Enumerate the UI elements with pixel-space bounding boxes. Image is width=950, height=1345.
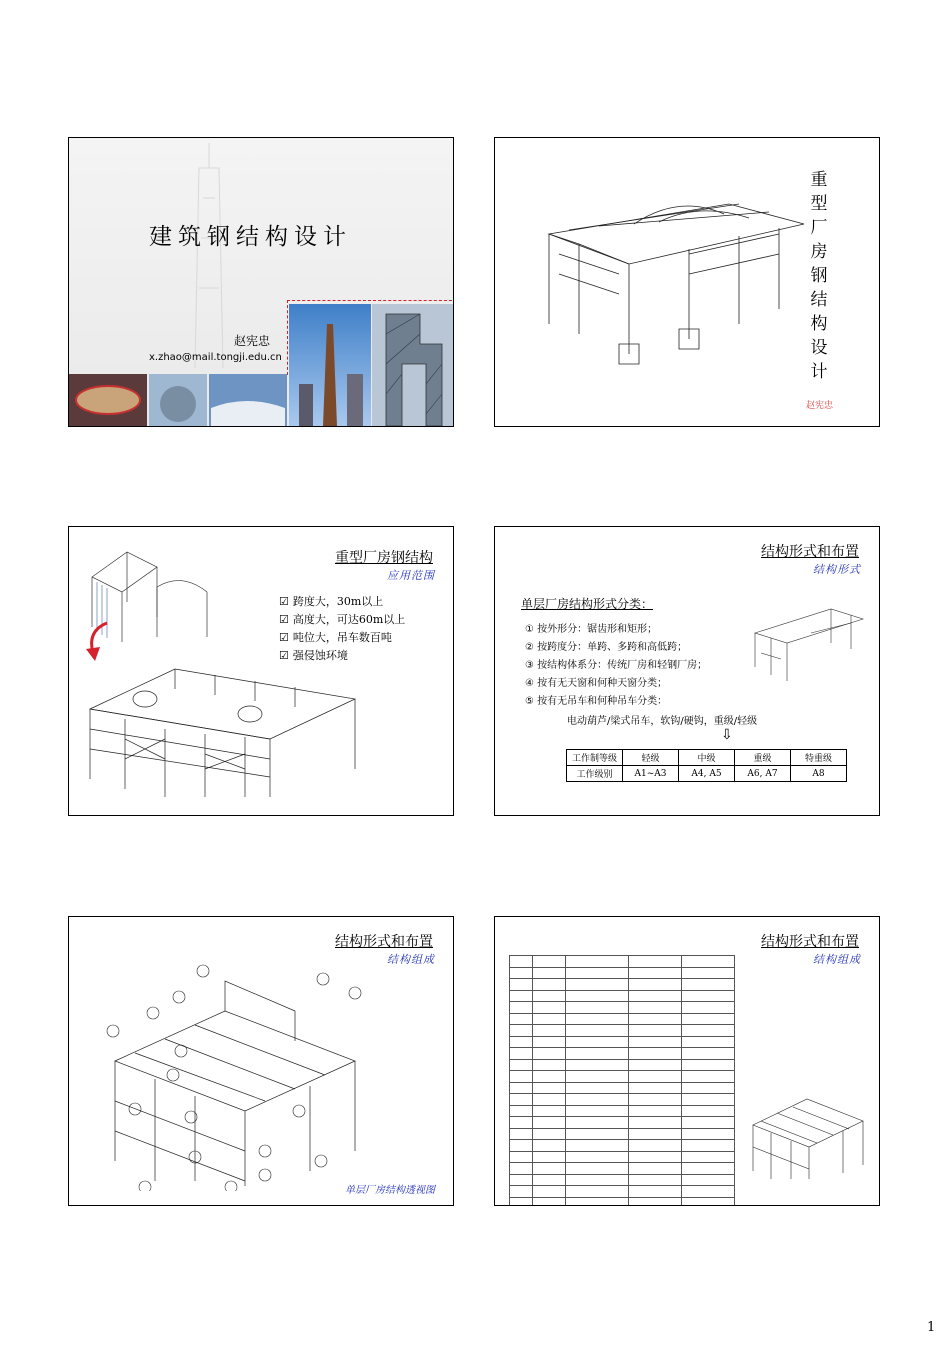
table-row — [510, 1082, 735, 1094]
crane-types: 电动葫芦/梁式吊车，软钩/硬钩，重级/轻级 — [567, 716, 758, 727]
table-cell: 工作级别 — [567, 766, 623, 782]
table-cell — [566, 1197, 629, 1206]
table-cell — [629, 1025, 682, 1037]
table-cell — [533, 990, 566, 1002]
table-cell — [566, 1013, 629, 1025]
table-cell — [510, 967, 533, 979]
table-cell — [566, 1071, 629, 1083]
table-cell — [566, 1117, 629, 1129]
table-cell — [533, 1013, 566, 1025]
heavy-plant-frame-drawing — [539, 194, 809, 374]
table-cell — [682, 1140, 735, 1152]
table-cell: 轻级 — [623, 750, 679, 766]
slide-title: 结构形式和布置 — [761, 934, 859, 950]
table-cell — [566, 1059, 629, 1071]
table-cell — [566, 956, 629, 968]
list-item: ⑤ 按有无吊车和何种吊车分类： — [525, 696, 668, 707]
table-cell — [533, 1094, 566, 1106]
title-char: 重 — [810, 170, 828, 190]
table-cell — [566, 1105, 629, 1117]
table-cell — [629, 967, 682, 979]
table-row — [510, 1174, 735, 1186]
table-cell — [533, 1128, 566, 1140]
table-cell — [682, 1174, 735, 1186]
table-cell — [533, 1186, 566, 1198]
table-row — [510, 1025, 735, 1037]
author-email: x.zhao@mail.tongji.edu.cn — [149, 352, 282, 363]
table-cell — [629, 1071, 682, 1083]
bullet-item: ☑ 跨度大，30m以上 — [279, 593, 405, 611]
title-char: 计 — [810, 362, 828, 382]
table-cell — [533, 1059, 566, 1071]
table-cell — [682, 1025, 735, 1037]
table-cell — [510, 1105, 533, 1117]
table-cell — [566, 1025, 629, 1037]
table-cell — [566, 1128, 629, 1140]
table-row — [510, 1002, 735, 1014]
table-cell — [533, 956, 566, 968]
component-table — [509, 955, 735, 1206]
table-cell — [510, 956, 533, 968]
table-cell — [629, 1094, 682, 1106]
slide-title: 结构形式和布置 — [761, 544, 859, 560]
bullet-item: ☑ 高度大，可达60m以上 — [279, 611, 405, 629]
table-cell: 工作制等级 — [567, 750, 623, 766]
table-cell — [682, 956, 735, 968]
table-cell — [510, 1128, 533, 1140]
table-cell — [682, 1151, 735, 1163]
table-row — [510, 1105, 735, 1117]
down-arrow-icon: ⇩ — [721, 727, 733, 743]
table-cell — [566, 1048, 629, 1060]
bullet-list — [279, 593, 405, 665]
title-char: 构 — [810, 314, 828, 334]
table-cell — [629, 1197, 682, 1206]
table-cell — [533, 1048, 566, 1060]
table-cell — [629, 1048, 682, 1060]
table-cell — [566, 1140, 629, 1152]
slide-subtitle: 结构组成 — [387, 953, 435, 966]
table-cell — [629, 1174, 682, 1186]
table-row — [510, 1048, 735, 1060]
table-cell — [533, 1197, 566, 1206]
table-cell — [629, 1151, 682, 1163]
table-cell — [533, 1174, 566, 1186]
classification-list — [525, 621, 707, 711]
table-row — [510, 990, 735, 1002]
table-cell — [629, 1059, 682, 1071]
table-row — [510, 979, 735, 991]
table-cell — [533, 1036, 566, 1048]
table-cell — [510, 1025, 533, 1037]
table-cell — [629, 990, 682, 1002]
table-cell — [682, 1186, 735, 1198]
table-cell — [510, 1059, 533, 1071]
skyscraper-sketch — [179, 138, 239, 368]
table-row — [510, 956, 735, 968]
table-cell — [566, 1151, 629, 1163]
table-cell — [533, 1025, 566, 1037]
table-cell — [566, 1094, 629, 1106]
table-cell — [682, 1105, 735, 1117]
bullet-item: ☑ 强侵蚀环境 — [279, 647, 405, 665]
table-row — [510, 1071, 735, 1083]
table-cell — [629, 956, 682, 968]
table-cell — [629, 1036, 682, 1048]
table-cell — [566, 1036, 629, 1048]
perspective-drawing — [95, 951, 375, 1191]
table-cell — [682, 990, 735, 1002]
table-cell — [510, 1013, 533, 1025]
table-cell — [629, 1128, 682, 1140]
table-cell — [510, 1186, 533, 1198]
table-cell — [682, 1082, 735, 1094]
table-cell — [533, 1151, 566, 1163]
table-cell — [629, 979, 682, 991]
title-char: 房 — [810, 242, 828, 262]
table-row — [510, 1013, 735, 1025]
work-grade-table — [566, 749, 847, 782]
table-cell: A8 — [791, 766, 847, 782]
title-char: 钢 — [810, 266, 828, 286]
plant-frame-drawing — [85, 659, 365, 799]
perspective-thumbnail — [747, 1085, 867, 1181]
table-cell — [682, 1013, 735, 1025]
table-cell — [566, 967, 629, 979]
table-row — [510, 1036, 735, 1048]
title-char: 结 — [810, 290, 828, 310]
tower-photo — [289, 304, 371, 426]
table-cell — [682, 1163, 735, 1175]
table-cell — [510, 1048, 533, 1060]
table-cell — [533, 979, 566, 991]
table-row — [510, 1186, 735, 1198]
table-cell — [682, 1117, 735, 1129]
list-item: ③ 按结构体系分：传统厂房和轻钢厂房； — [525, 660, 708, 671]
list-item: ④ 按有无天窗和何种天窗分类； — [525, 678, 668, 689]
author-name: 赵宪忠 — [234, 334, 271, 348]
figure-caption: 单层厂房结构透视图 — [345, 1185, 435, 1196]
slide-4 — [494, 526, 880, 816]
table-cell — [682, 1059, 735, 1071]
bullet-item: ☑ 吨位大，吊车数百吨 — [279, 629, 405, 647]
table-cell — [566, 1174, 629, 1186]
table-cell — [510, 1140, 533, 1152]
slide-subtitle: 结构组成 — [813, 953, 861, 966]
table-cell — [566, 1002, 629, 1014]
table-row — [567, 750, 847, 766]
table-row — [510, 1197, 735, 1206]
slide-1 — [68, 137, 454, 427]
table-cell — [629, 1082, 682, 1094]
table-cell — [533, 1117, 566, 1129]
table-cell — [566, 1082, 629, 1094]
slide-title: 结构形式和布置 — [335, 934, 433, 950]
table-cell — [629, 1013, 682, 1025]
table-cell — [533, 1082, 566, 1094]
table-cell — [510, 1163, 533, 1175]
plant-frame-thumbnail — [751, 603, 867, 685]
table-cell — [510, 1036, 533, 1048]
table-cell — [510, 979, 533, 991]
title-char: 设 — [810, 338, 828, 358]
table-row — [510, 1140, 735, 1152]
table-cell — [510, 1174, 533, 1186]
table-cell — [682, 1071, 735, 1083]
cctv-tower-photo — [372, 304, 454, 426]
slide-title: 重型厂房钢结构 — [335, 550, 433, 566]
table-cell — [533, 1163, 566, 1175]
table-row — [510, 1059, 735, 1071]
table-cell — [510, 1117, 533, 1129]
table-row — [510, 1094, 735, 1106]
author-name: 赵宪忠 — [805, 401, 833, 411]
table-cell: 中级 — [679, 750, 735, 766]
table-cell — [682, 1128, 735, 1140]
table-row — [510, 1128, 735, 1140]
table-row — [510, 1163, 735, 1175]
table-cell — [510, 1071, 533, 1083]
table-cell: 重级 — [735, 750, 791, 766]
table-cell: A1~A3 — [623, 766, 679, 782]
table-cell — [566, 1163, 629, 1175]
table-cell — [629, 1186, 682, 1198]
table-cell — [682, 967, 735, 979]
slide-6 — [494, 916, 880, 1206]
table-cell — [510, 1082, 533, 1094]
table-cell — [629, 1105, 682, 1117]
table-cell — [510, 1151, 533, 1163]
table-cell — [629, 1117, 682, 1129]
table-cell — [510, 990, 533, 1002]
slide-2 — [494, 137, 880, 427]
list-item: ① 按外形分：锯齿形和矩形； — [525, 624, 658, 635]
slide-subtitle: 结构形式 — [813, 563, 861, 576]
slide-5 — [68, 916, 454, 1206]
table-row — [567, 766, 847, 782]
table-cell — [533, 1002, 566, 1014]
table-cell — [629, 1140, 682, 1152]
table-cell — [682, 1002, 735, 1014]
table-cell — [682, 1036, 735, 1048]
table-cell — [682, 1197, 735, 1206]
table-cell — [682, 1048, 735, 1060]
table-cell — [533, 1071, 566, 1083]
vertical-title — [809, 168, 829, 384]
table-cell — [566, 979, 629, 991]
table-row — [510, 1151, 735, 1163]
table-row — [510, 1117, 735, 1129]
slide-3 — [68, 526, 454, 816]
table-cell — [566, 990, 629, 1002]
table-cell — [533, 1105, 566, 1117]
table-cell — [533, 967, 566, 979]
slide-title: 建筑钢结构设计 — [149, 224, 352, 250]
table-cell — [682, 979, 735, 991]
table-cell — [533, 1140, 566, 1152]
table-cell — [510, 1197, 533, 1206]
table-cell — [629, 1002, 682, 1014]
table-row — [510, 967, 735, 979]
slide-subtitle: 应用范围 — [387, 569, 435, 582]
table-cell — [510, 1002, 533, 1014]
building-photos-strip — [69, 374, 287, 426]
table-cell: A6, A7 — [735, 766, 791, 782]
list-item: ② 按跨度分：单跨、多跨和高低跨； — [525, 642, 688, 653]
table-cell — [629, 1163, 682, 1175]
title-char: 型 — [810, 194, 828, 214]
page-number: 1 — [927, 1320, 936, 1335]
title-char: 厂 — [810, 218, 828, 238]
table-cell — [566, 1186, 629, 1198]
table-cell — [682, 1094, 735, 1106]
table-cell: 特重级 — [791, 750, 847, 766]
table-cell — [510, 1094, 533, 1106]
section-heading: 单层厂房结构形式分类： — [521, 597, 654, 611]
table-cell: A4, A5 — [679, 766, 735, 782]
